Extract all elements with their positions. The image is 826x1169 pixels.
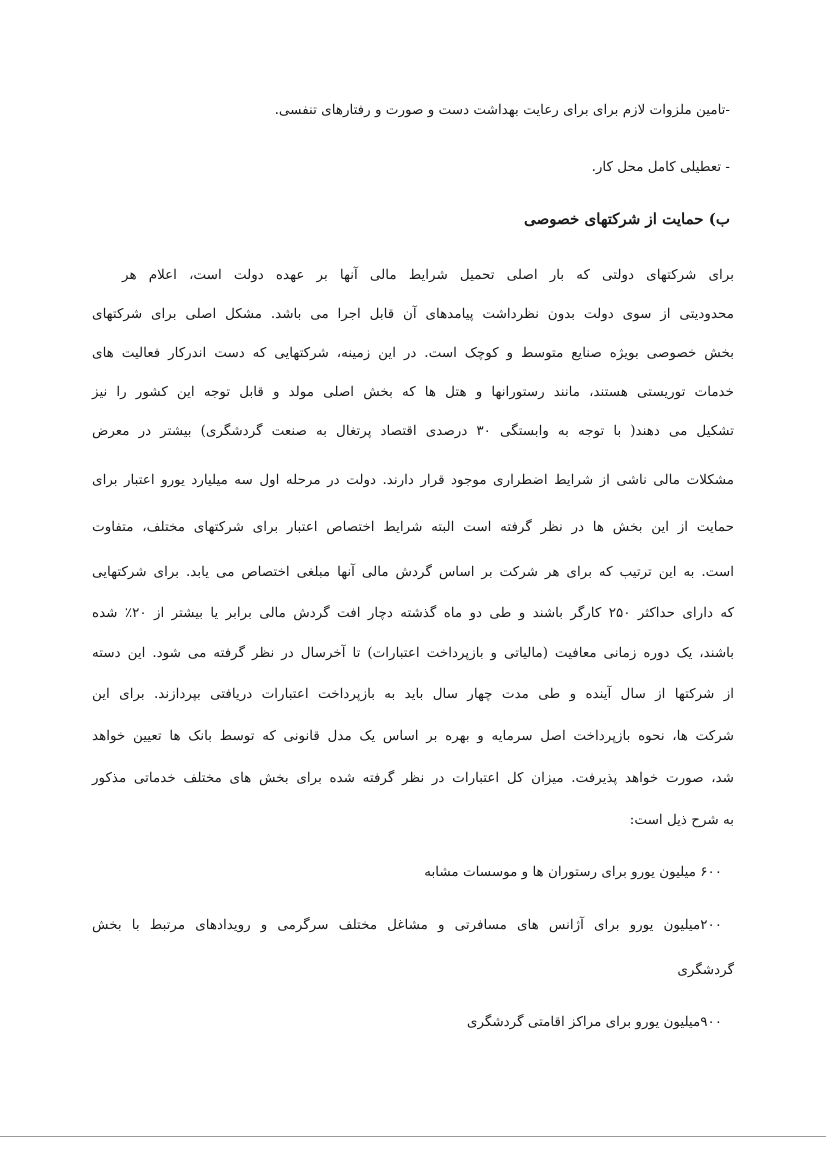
paragraph-line: بخش خصوصی بویژه صنایع متوسط و کوچک است. در این زمینه، شرکتهایی که دست اندرکار فعالیت های (92, 345, 734, 361)
paragraph-line: به شرح ذیل است: (629, 812, 734, 828)
paragraph-line: خدمات توریستی هستند، مانند رستورانها و هتل ها که بخش اصلی مولد و قابل توجه این کشور را نیز (92, 384, 734, 400)
paragraph-line: برای شرکتهای دولتی که بار اصلی تحمیل شرایط مالی آنها بر عهده دولت است، اعلام هر (122, 267, 734, 283)
paragraph-line: شد، صورت خواهد پذیرفت. میزان کل اعتبارات در نظر گرفته شده برای بخش های مختلف خدماتی مذکور (92, 770, 734, 786)
paragraph-line: شرکت ها، نحوه بازپرداخت اصل سرمایه و بهره بر اساس یک مدل قانونی که توسط بانک ها تعیین خواهد (92, 728, 734, 744)
allocation-travel-agencies-cont: گردشگری (677, 962, 734, 978)
item-hygiene-supplies: -تامین ملزوات لازم برای برای رعایت بهداشت دست و صورت و رفتارهای تنفسی. (274, 102, 730, 118)
paragraph-line: مشکلات مالی ناشی از شرایط اضطراری موجود قرار دارند. دولت در مرحله اول سه میلیارد یورو اعتبار برای (92, 472, 734, 488)
paragraph-line: محدودیتی از سوی دولت بدون نظرداشت پیامدهای آن قابل اجرا می باشد. مشکل اصلی برای شرکتهای (92, 306, 734, 322)
paragraph-line: که دارای حداکثر ۲۵۰ کارگر باشند و طی دو ماه گذشته دچار افت گردش مالی برابر یا بیشتر از ۲۰٪ شده (92, 605, 735, 621)
paragraph-line: باشند، یک دوره زمانی معافیت (مالیاتی و بازپرداخت اعتبارات) تا آخرسال در نظر گرفته می شود. این دسته (92, 645, 734, 661)
allocation-restaurants: ۶۰۰ میلیون یورو برای رستوران ها و موسسات مشابه (424, 864, 722, 880)
allocation-accommodation: ۹۰۰میلیون یورو برای مراکز اقامتی گردشگری (466, 1014, 722, 1030)
item-workplace-closure: - تعطیلی کامل محل کار. (591, 159, 730, 175)
paragraph-line: تشکیل می دهند( با توجه به وابستگی ۳۰ درصدی اقتصاد پرتغال به صنعت گردشگری) بیشتر در معرض (92, 423, 734, 439)
section-b-heading: ب) حمایت از شرکتهای خصوصی (524, 210, 730, 228)
paragraph-line: از شرکتها از سال آینده و طی مدت چهار سال باید به بازپرداخت اعتبارات دریافتی بپردازند. برای این (92, 686, 734, 702)
paragraph-line: است. به این ترتیب که برای هر شرکت بر اساس گردش مالی آنها مبلغی اختصاص می یابد. برای شرکتهایی (92, 564, 734, 580)
allocation-travel-agencies: ۲۰۰میلیون یورو برای آژانس های مسافرتی و مشاغل مختلف سرگرمی و رویدادهای مرتبط با بخش (92, 917, 722, 933)
paragraph-line: حمایت از این بخش ها در نظر گرفته است البته شرایط اختصاص اعتبار برای شرکتهای مختلف، متفاوت (92, 519, 734, 535)
page-bottom-rule (0, 1136, 826, 1137)
